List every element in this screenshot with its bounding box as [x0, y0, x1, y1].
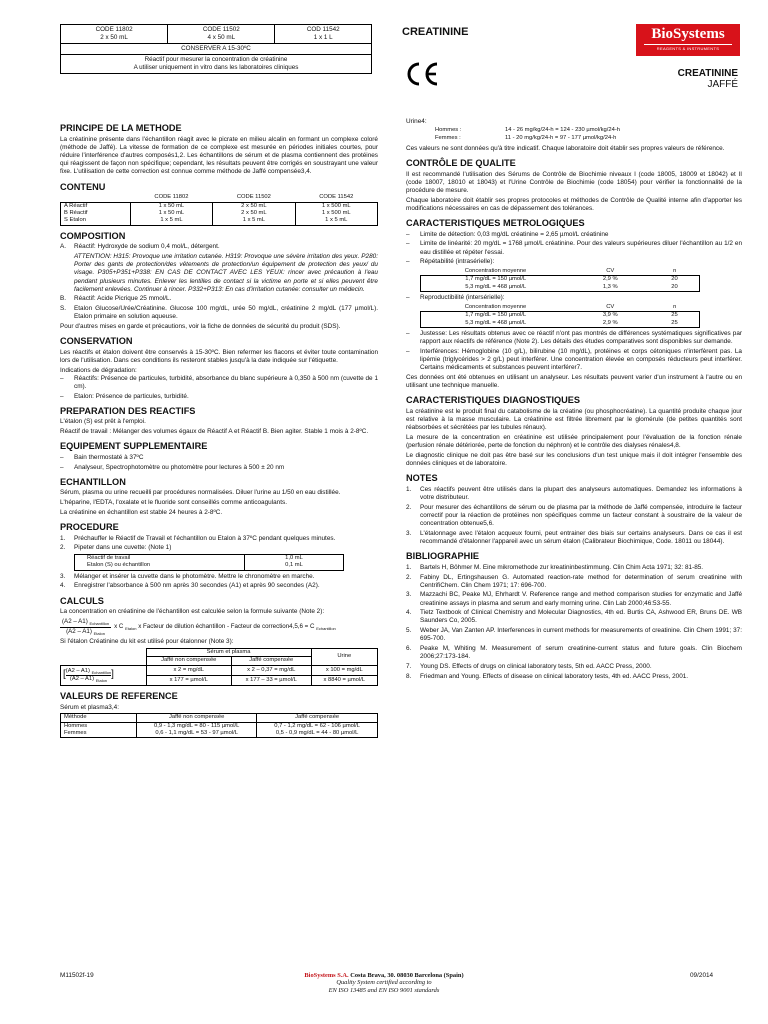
list-item: – Limite de détection: 0,03 mg/dL créatinine = 2,65 µmol/L créatinine: [406, 230, 609, 238]
section-title-equipement: EQUIPEMENT SUPPLEMENTAIRE: [60, 441, 208, 452]
code-cell: CODE 11802 2 x 50 mL: [61, 25, 168, 44]
table-row: Etalon (S) ou échantillon 0,1 mL: [75, 562, 344, 570]
diag-text: La mesure de la concentration en créatinine est utilisée principalement pour l'évaluation de la fonction rénale (perfusion rénale détériorée, perte de fonction du néphron) et le contrôle des dialyses rénales4,8.: [406, 434, 742, 450]
diag-text: La créatinine est le produit final du catabolisme de la créatine (ou phosphocréatine). La quantité produite chaque jour est relative à la masse musculaire. La créatinine est filtrée librement par le glomérule (de petites quantités sont réabsorbées et sécrétées par les tubules rénaux).: [406, 408, 742, 432]
list-item: – Justesse: Les résultats obtenus avec ce réactif n'ont pas montrés de différences systématiques significatives par rapport aux réactifs de référence (Note 2). Les détails des études comparatives sont disponibles sur demande.: [406, 330, 742, 346]
urine-text: Ces valeurs ne sont données qu'à titre indicatif. Chaque laboratoire doit établir ses propres valeurs de référence.: [406, 145, 725, 152]
biosystems-logo: [636, 24, 740, 56]
urine-values-table: [432, 127, 623, 142]
controle-text: Chaque laboratoire doit établir ses propres protocoles et méthodes de Contrôle de Qualité interne afin d'apporter les modifications nécessaires en cas de dépassement des tolérances.: [406, 196, 742, 213]
table-header: CODE 11502: [236, 194, 271, 201]
right-column: [406, 118, 742, 682]
left-column: [60, 118, 378, 738]
list-item: 2. Fabiny DL, Ertingshausen G. Automated reaction-rate method for determination of serum creatinine with CentrifiChem. Clin Chem 1971; 17: 696-700.: [406, 573, 742, 589]
product-code-table: [60, 24, 372, 74]
list-item: 3. Mélanger et insérer la cuvette dans le photomètre. Mettre le chronomètre en marche.: [60, 572, 315, 580]
conservation-text: Les réactifs et étalon doivent être conservés à 15-30ºC. Bien refermer les flacons et éviter toute contamination lors de l'utilisation. Dans ces conditions ils resteront stables jusqu'à la date indiquée sur l'étiquette.: [60, 348, 378, 364]
calculs-text: Si l'étalon Créatinine du kit est utilisé pour étalonner (Note 3):: [60, 638, 234, 646]
list-item: 3. Mazzachi BC, Peake MJ, Ehrhardt V. Reference range and method comparison studies for enzymatic and Jaffé creatinine assays in plasma and serum and early morning urine. Clin Lab 2000;46:53-55.: [406, 591, 742, 607]
table-row: Hommes 0,9 - 1,3 mg/dL = 80 - 115 µmol/L 0,7 - 1,2 mg/dL = 62 - 106 µmol/L: [61, 722, 378, 730]
table-row: 1,7 mg/dL = 150 µmol/L 2,9 % 20: [421, 276, 700, 284]
list-item: 8. Friedman and Young. Effects of disease on clinical laboratory tests, 4th ed. AACC Press, 2001.: [406, 672, 689, 680]
preparation-text: Réactif de travail : Mélanger des volumes égaux de Réactif A et Réactif B. Bien agiter. Stable 1 mois à 2-8ºC.: [60, 428, 369, 436]
metro-note: Ces données ont été obtenues en utilisant un analyseur. Les résultats peuvent varier d'un instrument à l'autre ou en utilisant une technique manuelle.: [406, 374, 742, 390]
section-title-composition: COMPOSITION: [60, 230, 126, 241]
logo-brand: BioSystems: [651, 26, 725, 42]
list-item: B. Réactif: Acide Picrique 25 mmol/L.: [60, 295, 172, 303]
principe-text: La créatinine présente dans l'échantillon réagit avec le picrate en milieu alcalin en formant un complexe coloré (méthode de Jaffé). La vitesse de formation de ce complexe est mesurée en périodes initiales courtes, pour réduire l'interférence d'autres composés1,2. Les échantillons de sérum et de plasma contiennent des protéines qui réagissent de façon non spécifique; cependant, les résultats peuvent être corrigés en soustrayant une valeur fixe. L'utilisation de cette correction est connue comme méthode de Jaffé compensée3,4.: [60, 135, 378, 176]
echantillon-text: Sérum, plasma ou urine recueilli par procédures normalisées. Diluer l'urine au 1/50 en eau distillée.: [60, 489, 341, 497]
controle-text: Il est recommandé l'utilisation des Sérums de Contrôle de Biochimie niveaux I (code 18005, 18009 et 18042) et II (code 18007, 18010 et 18043) et l'Urine Contrôle de Biochimie (code 18054) pour vérifier la fonctionnalité de la procédure de mesure.: [406, 170, 742, 195]
calibration-table: Sérum et plasma Urine Jaffé non compensée Jaffé compensée [ (A2 – A1) $_{Echantillon}$ (A2 – A1) $_{Etalon}$ ] x 2 = mg/dL x 2 – 0,37 = mg/dL x 100 = mg/dL x 177 = µmol/L x 177 – 33 = µmol/L x 8840 = µmol/L: [60, 648, 378, 687]
section-title-bibliographie: BIBLIOGRAPHIE: [406, 551, 479, 562]
table-row: Réactif de travail 1,0 mL: [75, 554, 344, 562]
preparation-text: L'étalon (S) est prêt à l'emploi.: [60, 418, 146, 426]
list-item: – Répétabilité (intrasérielle):: [406, 258, 495, 266]
echantillon-text: La créatinine en échantillon est stable 24 heures à 2-8ºC.: [60, 508, 223, 516]
reference-table: Méthode Jaffé non compensée Jaffé compensée Hommes 0,9 - 1,3 mg/dL = 80 - 115 µmol/L 0,7 - 1,2 mg/dL = 62 - 106 µmol/L Femmes 0,6 - 1,1 mg/dL = 53 - 97 µmol/L 0,5 - 0,9 mg/dL = 44 - 80 µmol/L: [60, 713, 378, 738]
code-cell: COD 11542 1 x 1 L: [275, 25, 372, 44]
section-title-conservation: CONSERVATION: [60, 336, 133, 347]
list-item: 4. Tietz Textbook of Clinical Chemistry and Molecular Diagnostics, 4th ed. Burtis CA, Ashwood ER, Bruns DE. WB Saunders Co, 2005.: [406, 609, 742, 625]
section-title-principe: PRINCIPE DE LA METHODE: [60, 123, 182, 133]
footer-date: 09/2014: [690, 972, 714, 979]
list-item: 3. L'étalonnage avec l'étalon acqueux fourni, peut entrainer des biais sur certains analyseurs. Dans ce cas il est recommandé d'étalonner l'appareil avec un sérum étalon (Calibrateur Biochimique, Code. 18011 ou 18044).: [406, 529, 742, 546]
product-method: JAFFÉ: [707, 79, 738, 90]
list-item: S. Etalon Glucose/Urée/Créatinine. Glucose 100 mg/dL, urée 50 mg/dL, créatinine 2 mg/dL (177 µmol/L). Etalon primaire en solution aqueuse.: [60, 305, 378, 321]
table-row: Femmes : 11 - 20 mg/kg/24-h = 97 - 177 µmol/kg/24-h: [435, 134, 617, 141]
table-header: [61, 194, 131, 202]
code-cell: CODE 11502 4 x 50 mL: [168, 25, 275, 44]
storage-cell: CONSERVER A 15-30ºC: [61, 44, 372, 55]
table-row: x 177 = µmol/L x 177 – 33 = µmol/L x 8840 = µmol/L: [61, 675, 378, 685]
list-item: – Reproductibilité (intersérielle):: [406, 294, 505, 302]
composition-text: Pour d'autres mises en garde et précautions, voir la fiche de données de sécurité du produit (SDS).: [60, 322, 341, 330]
list-item: 5. Weber JA, Van Zanten AP. Interferences in current methods for measurements of creatinine. Clin Chem 1991; 37: 695-700.: [406, 627, 742, 643]
footer-address: Costa Brava, 30. 08030 Barcelona (Spain): [350, 972, 464, 979]
list-item: 2. Pour mesurer des échantillons de sérum ou de plasma par la méthode de Jaffé compensée, introduire le facteur correctif pour la réaction de protéines non spécifiques comme un facteur constant à soustraire de la valeur de concentration obtenue5,6.: [406, 503, 742, 528]
header-title: CREATININE: [402, 26, 469, 38]
section-title-controle: CONTRÔLE DE QUALITE: [406, 158, 516, 169]
list-item: 1. Bartels H, Böhmer M. Eine mikromethode zur kreatininbestimmung. Clin Chim Acta 1971; 32: 81-85.: [406, 563, 704, 571]
section-title-procedure: PROCEDURE: [60, 521, 119, 532]
calculs-text: La concentration en créatinine de l'échantillon est calculée selon la formule suivante (Note 2):: [60, 608, 325, 616]
list-item: 2. Pipeter dans une cuvette: (Note 1): [60, 544, 172, 552]
section-title-echantillon: ECHANTILLON: [60, 476, 126, 487]
pipetting-table: [74, 554, 344, 571]
section-title-calculs: CALCULS: [60, 595, 104, 606]
contenu-table: [60, 194, 378, 226]
table-header: CODE 11802: [154, 194, 189, 201]
section-title-metrologiques: CARACTERISTIQUES METROLOGIQUES: [406, 218, 585, 229]
usage-cell: Réactif pour mesurer la concentration de créatinine A utiliser uniquement in vitro dans les laboratoires cliniques: [61, 55, 372, 74]
footer-company: BioSystems S.A.: [304, 972, 349, 979]
list-item: 1. Ces réactifs peuvent être utilisés dans la plupart des analyseurs automatiques. Demandez les informations à votre distributeur.: [406, 485, 742, 502]
table-row: 5,3 mg/dL = 468 µmol/L 2,9 % 25: [421, 320, 700, 328]
table-row: Hommes : 14 - 26 mg/kg/24-h = 124 - 230 µmol/kg/24-h: [435, 127, 620, 134]
section-title-diagnostiques: CARACTERISTIQUES DIAGNOSTIQUES: [406, 395, 581, 406]
table-header: CODE 11542: [319, 194, 354, 201]
list-item: 6. Peake M, Whiting M. Measurement of serum creatinine-current status and future goals. Clin Biochem 2006;27:173-184.: [406, 645, 742, 661]
footer-document-code: M11502f-19: [60, 972, 94, 979]
section-title-preparation: PREPARATION DES REACTIFS: [60, 405, 196, 416]
footer-quality: Quality System certified according to: [336, 979, 432, 987]
reproducibility-table: Concentration moyenne CV n 1,7 mg/dL = 150 µmol/L 3,9 % 25 5,3 mg/dL = 468 µmol/L 2,9 % 25: [420, 304, 700, 328]
urine-label: Urine4:: [406, 118, 427, 125]
section-title-notes: NOTES: [406, 473, 438, 484]
table-row: 5,3 mg/dL = 468 µmol/L 1,3 % 20: [421, 284, 700, 292]
ce-mark-icon: [402, 60, 442, 88]
table-row: Femmes 0,6 - 1,1 mg/dL = 53 - 97 µmol/L 0,5 - 0,9 mg/dL = 44 - 80 µmol/L: [61, 730, 378, 738]
calculation-formula: (A2 – A1) $_{Echantillon}$ (A2 – A1) $_{Etalon}$ x C $_{Etalon}$ x Facteur de dilution échantillon - Facteur de correction4,5,6 = C $_{Echantillon}$: [62, 618, 336, 636]
table-row: S Etalon 1 x 5 mL 1 x 5 mL 1 x 5 mL: [61, 217, 378, 225]
list-item: – Etalon: Présence de particules, turbidité.: [60, 392, 189, 400]
product-title: CREATININE: [677, 68, 738, 79]
list-item: – Limite de linéarité: 20 mg/dL = 1768 µmol/L créatinine. Pour des valeurs supérieures diluer l'échantillon au 1/2 en eau distillée et répéter l'essai.: [406, 240, 742, 256]
logo-tagline: REAGENTS & INSTRUMENTS: [644, 44, 732, 52]
echantillon-text: L'héparine, l'EDTA, l'oxalate et le fluoride sont conseillés comme anticoagulants.: [60, 499, 287, 507]
table-row: A Réactif 1 x 50 mL 2 x 50 mL 1 x 500 mL: [61, 202, 378, 210]
list-item: 1. Préchauffer le Réactif de Travail et l'échantillon ou Etalon à 37ºC pendant quelques minutes.: [60, 534, 336, 542]
section-title-contenu: CONTENU: [60, 181, 106, 192]
section-title-reference: VALEURS DE REFERENCE: [60, 691, 178, 702]
product-title-block: [678, 68, 738, 90]
reference-sub: Sérum et plasma3,4:: [60, 703, 119, 711]
list-item: A. Réactif: Hydroxyde de sodium 0,4 mol/L, détergent.: [60, 243, 220, 251]
list-item: 7. Young DS. Effects of drugs on clinical laboratory tests, 5th ed. AACC Press, 2000.: [406, 662, 652, 670]
footer-company-block: [0, 972, 768, 994]
table-row: B Réactif 1 x 50 mL 2 x 50 mL 1 x 500 mL: [61, 210, 378, 217]
list-item: – Réactifs: Présence de particules, turbidité, absorbance du blanc supérieure à 0,350 à 500 nm (cuvette de 1 cm).: [60, 374, 378, 390]
hazard-warning: ATTENTION: H315: Provoque une irritation cutanée. H319: Provoque une sévère irritation des yeux. P280: Porter des gants de protection/des vêtements de protection/un équipement de protection des yeux/ du visage. P305+P351+P338: EN CAS DE CONTACT AVEC LES YEUX: rincer avec précaution à l'eau pendant plusieurs minutes. Enlever les lentilles de contact si la victime en porte et si elles peuvent être facilement enlevées. Continuer à rincer. P332+P313: En cas d'irritation cutanée: consulter un médecin.: [74, 252, 378, 293]
degradation-label: Indications de dégradation:: [60, 366, 137, 374]
diag-text: Le diagnostic clinique ne doit pas être basé sur les conclusions d'un test unique mais il doit intégrer l'ensemble des données cliniques et de laboratoire.: [406, 451, 742, 468]
table-row: [ (A2 – A1) $_{Echantillon}$ (A2 – A1) $_{Etalon}$ ] x 2 = mg/dL x 2 – 0,37 = mg/dL x 100 = mg/dL: [61, 665, 378, 675]
list-item: 4. Enregistrer l'absorbance à 500 nm après 30 secondes (A1) et après 90 secondes (A2).: [60, 582, 320, 590]
list-item: – Analyseur, Spectrophotomètre ou photomètre pour lectures à 500 ± 20 nm: [60, 463, 285, 471]
list-item: – Interférences: Hémoglobine (10 g/L), bilirubine (10 mg/dL), protéines et corps cétoniques n'interfèrent pas. La lipémie (triglycérides > 2 g/L) peut interférer. Une concentration élevée en composés réducteurs peut interférer. Certains médicaments et substances peuvent interférer7.: [406, 348, 742, 372]
repeatability-table: Concentration moyenne CV n 1,7 mg/dL = 150 µmol/L 2,9 % 20 5,3 mg/dL = 468 µmol/L 1,3 % 20: [420, 268, 700, 292]
list-item: – Bain thermostaté à 37ºC: [60, 453, 144, 461]
footer-standards: EN ISO 13485 and EN ISO 9001 standards: [328, 986, 440, 994]
table-row: 1,7 mg/dL = 150 µmol/L 3,9 % 25: [421, 312, 700, 320]
